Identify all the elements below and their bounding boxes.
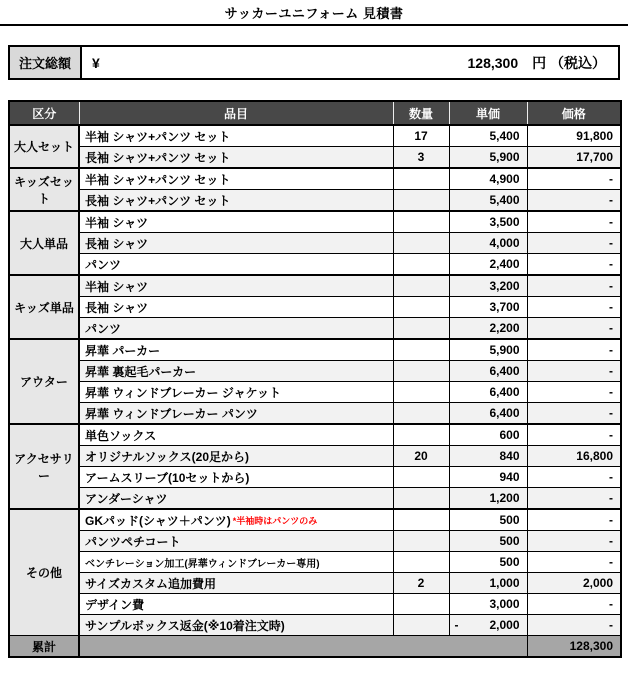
- table-row: [9, 488, 621, 510]
- unit-price-cell: 500: [449, 509, 527, 531]
- item-name: オリジナルソックス(20足から): [85, 449, 250, 464]
- price-cell: 16,800: [527, 446, 621, 467]
- unit-price-cell: 1,200: [449, 488, 527, 510]
- item-name-cell: [79, 488, 393, 510]
- item-name-cell: [79, 594, 393, 615]
- item-name: パンツ: [85, 321, 122, 336]
- price-cell: -: [527, 339, 621, 361]
- price-cell: 91,800: [527, 125, 621, 147]
- qty-cell: [393, 211, 449, 233]
- order-total-label: 注文総額: [10, 47, 82, 78]
- qty-cell: [393, 531, 449, 552]
- category-cell: アウター: [9, 339, 79, 424]
- minus-sign: -: [454, 618, 459, 632]
- header-category: 区分: [9, 101, 79, 125]
- unit-price-cell: 4,900: [449, 168, 527, 190]
- price-cell: -: [527, 531, 621, 552]
- quote-table-body: [9, 125, 621, 636]
- qty-cell: [393, 403, 449, 425]
- qty-cell: 2: [393, 573, 449, 594]
- unit-price-cell: 1,000: [449, 573, 527, 594]
- document-title: サッカーユニフォーム 見積書: [224, 6, 404, 21]
- item-note: *半袖時はパンツのみ: [232, 515, 318, 526]
- item-name: デザイン費: [85, 597, 145, 612]
- unit-price-cell: 940: [449, 467, 527, 488]
- price-cell: -: [527, 594, 621, 615]
- order-total-amount: 128,300: [467, 54, 519, 71]
- qty-cell: [393, 190, 449, 212]
- unit-price-cell: 5,400: [449, 125, 527, 147]
- price-cell: -: [527, 211, 621, 233]
- price-cell: -: [527, 168, 621, 190]
- item-name: ベンチレーション加工(昇華ウィンドブレーカー専用): [85, 558, 320, 570]
- price-cell: -: [527, 254, 621, 276]
- qty-cell: [393, 275, 449, 297]
- qty-cell: 3: [393, 147, 449, 169]
- table-row: [9, 403, 621, 425]
- item-name-cell: [79, 297, 393, 318]
- currency-symbol: ¥: [92, 54, 100, 71]
- table-row: [9, 125, 621, 147]
- qty-cell: 20: [393, 446, 449, 467]
- qty-cell: [393, 254, 449, 276]
- item-name-cell: [79, 168, 393, 190]
- item-name-cell: [79, 382, 393, 403]
- price-cell: -: [527, 361, 621, 382]
- price-cell: -: [527, 318, 621, 340]
- item-name: 半袖 シャツ: [85, 279, 149, 294]
- table-row: [9, 254, 621, 276]
- price-cell: -: [527, 297, 621, 318]
- qty-cell: [393, 552, 449, 573]
- table-row: [9, 297, 621, 318]
- table-row: [9, 339, 621, 361]
- table-row: [9, 573, 621, 594]
- item-name-cell: [79, 403, 393, 425]
- item-name-cell: [79, 254, 393, 276]
- price-cell: 2,000: [527, 573, 621, 594]
- unit-price-cell: 840: [449, 446, 527, 467]
- item-name: パンツペチコート: [85, 534, 181, 549]
- item-name-cell: [79, 573, 393, 594]
- price-cell: -: [527, 233, 621, 254]
- item-name-cell: [79, 190, 393, 212]
- table-row: [9, 318, 621, 340]
- item-name: 単色ソックス: [85, 428, 157, 443]
- table-row: [9, 190, 621, 212]
- price-cell: -: [527, 275, 621, 297]
- item-name: アンダーシャツ: [85, 491, 168, 506]
- item-name: アームスリーブ(10セットから): [85, 470, 250, 485]
- header-price: 価格: [527, 101, 621, 125]
- table-row: [9, 467, 621, 488]
- item-name: 長袖 シャツ: [85, 300, 149, 315]
- table-row: [9, 446, 621, 467]
- table-header-row: [9, 101, 621, 125]
- header-unit-price: 単価: [449, 101, 527, 125]
- table-row: [9, 361, 621, 382]
- unit-price-cell: 500: [449, 531, 527, 552]
- title-divider: [0, 24, 628, 26]
- item-name-cell: [79, 275, 393, 297]
- item-name: 半袖 シャツ: [85, 215, 149, 230]
- unit-price-cell: 5,900: [449, 339, 527, 361]
- total-row: [9, 636, 621, 658]
- item-name: サンプルボックス返金(※10着注文時): [85, 618, 285, 633]
- total-row-spacer: [79, 636, 527, 658]
- unit-price-cell: 6,400: [449, 403, 527, 425]
- item-name: 長袖 シャツ: [85, 236, 149, 251]
- qty-cell: [393, 318, 449, 340]
- category-cell: アクセサリー: [9, 424, 79, 509]
- order-total-content: [82, 47, 618, 78]
- unit-price-cell: - 2,000: [449, 615, 527, 636]
- qty-cell: [393, 297, 449, 318]
- price-cell: -: [527, 467, 621, 488]
- unit-price-cell: 3,200: [449, 275, 527, 297]
- item-name-cell: [79, 509, 393, 531]
- category-cell: キッズセット: [9, 168, 79, 211]
- qty-cell: [393, 382, 449, 403]
- price-cell: -: [527, 424, 621, 446]
- category-cell: 大人単品: [9, 211, 79, 275]
- item-name-cell: [79, 615, 393, 636]
- item-name-cell: [79, 361, 393, 382]
- qty-cell: [393, 424, 449, 446]
- table-row: [9, 552, 621, 573]
- qty-cell: 17: [393, 125, 449, 147]
- table-row: [9, 424, 621, 446]
- qty-cell: [393, 488, 449, 510]
- qty-cell: [393, 361, 449, 382]
- category-cell: その他: [9, 509, 79, 636]
- total-row-price: 128,300: [527, 636, 621, 658]
- unit-price-cell: 3,700: [449, 297, 527, 318]
- table-row: [9, 147, 621, 169]
- item-name: GKパッド(シャツ＋パンツ): [85, 513, 231, 528]
- category-cell: キッズ単品: [9, 275, 79, 339]
- item-name: 長袖 シャツ+パンツ セット: [85, 193, 231, 208]
- item-name: パンツ: [85, 257, 122, 272]
- item-name: 昇華 裏起毛パーカー: [85, 364, 197, 379]
- order-total-suffix: 円 （税込）: [532, 54, 606, 71]
- item-name-cell: [79, 211, 393, 233]
- table-row: [9, 594, 621, 615]
- item-name: 長袖 シャツ+パンツ セット: [85, 150, 231, 165]
- qty-cell: [393, 168, 449, 190]
- table-row: [9, 211, 621, 233]
- unit-price-cell: 2,200: [449, 318, 527, 340]
- unit-price-cell: 5,400: [449, 190, 527, 212]
- order-total-value: [468, 53, 607, 73]
- header-item: 品目: [79, 101, 393, 125]
- price-cell: -: [527, 190, 621, 212]
- unit-price-cell: 6,400: [449, 382, 527, 403]
- unit-price-cell: 500: [449, 552, 527, 573]
- item-name: 昇華 ウィンドブレーカー パンツ: [85, 406, 258, 421]
- table-row: [9, 382, 621, 403]
- price-cell: -: [527, 615, 621, 636]
- item-name-cell: [79, 233, 393, 254]
- price-cell: -: [527, 488, 621, 510]
- price-cell: -: [527, 403, 621, 425]
- unit-price-cell: 600: [449, 424, 527, 446]
- unit-price-cell: 3,000: [449, 594, 527, 615]
- item-name-cell: [79, 552, 393, 573]
- qty-cell: [393, 594, 449, 615]
- item-name: 昇華 ウィンドブレーカー ジャケット: [85, 385, 282, 400]
- item-name-cell: [79, 147, 393, 169]
- qty-cell: [393, 233, 449, 254]
- item-name: 半袖 シャツ+パンツ セット: [85, 172, 231, 187]
- qty-cell: [393, 509, 449, 531]
- item-name: サイズカスタム追加費用: [85, 576, 217, 591]
- table-row: [9, 233, 621, 254]
- qty-cell: [393, 467, 449, 488]
- table-row: [9, 531, 621, 552]
- order-total-box: [8, 45, 620, 80]
- category-cell: 大人セット: [9, 125, 79, 168]
- item-name-cell: [79, 125, 393, 147]
- item-name-cell: [79, 318, 393, 340]
- price-cell: -: [527, 552, 621, 573]
- price-cell: -: [527, 509, 621, 531]
- item-name-cell: [79, 531, 393, 552]
- unit-price-cell: 3,500: [449, 211, 527, 233]
- quote-table: [8, 100, 622, 658]
- unit-price-cell: 2,400: [449, 254, 527, 276]
- item-name-cell: [79, 339, 393, 361]
- total-row-label: 累計: [9, 636, 79, 658]
- qty-cell: [393, 615, 449, 636]
- qty-cell: [393, 339, 449, 361]
- table-row: [9, 275, 621, 297]
- item-name: 半袖 シャツ+パンツ セット: [85, 129, 231, 144]
- header-qty: 数量: [393, 101, 449, 125]
- table-row: [9, 615, 621, 636]
- item-name-cell: [79, 467, 393, 488]
- table-row: [9, 509, 621, 531]
- unit-price-cell: 4,000: [449, 233, 527, 254]
- unit-price-cell: 5,900: [449, 147, 527, 169]
- item-name-cell: [79, 424, 393, 446]
- item-name: 昇華 パーカー: [85, 343, 161, 358]
- unit-price-cell: 6,400: [449, 361, 527, 382]
- item-name-cell: [79, 446, 393, 467]
- price-cell: 17,700: [527, 147, 621, 169]
- table-row: [9, 168, 621, 190]
- price-cell: -: [527, 382, 621, 403]
